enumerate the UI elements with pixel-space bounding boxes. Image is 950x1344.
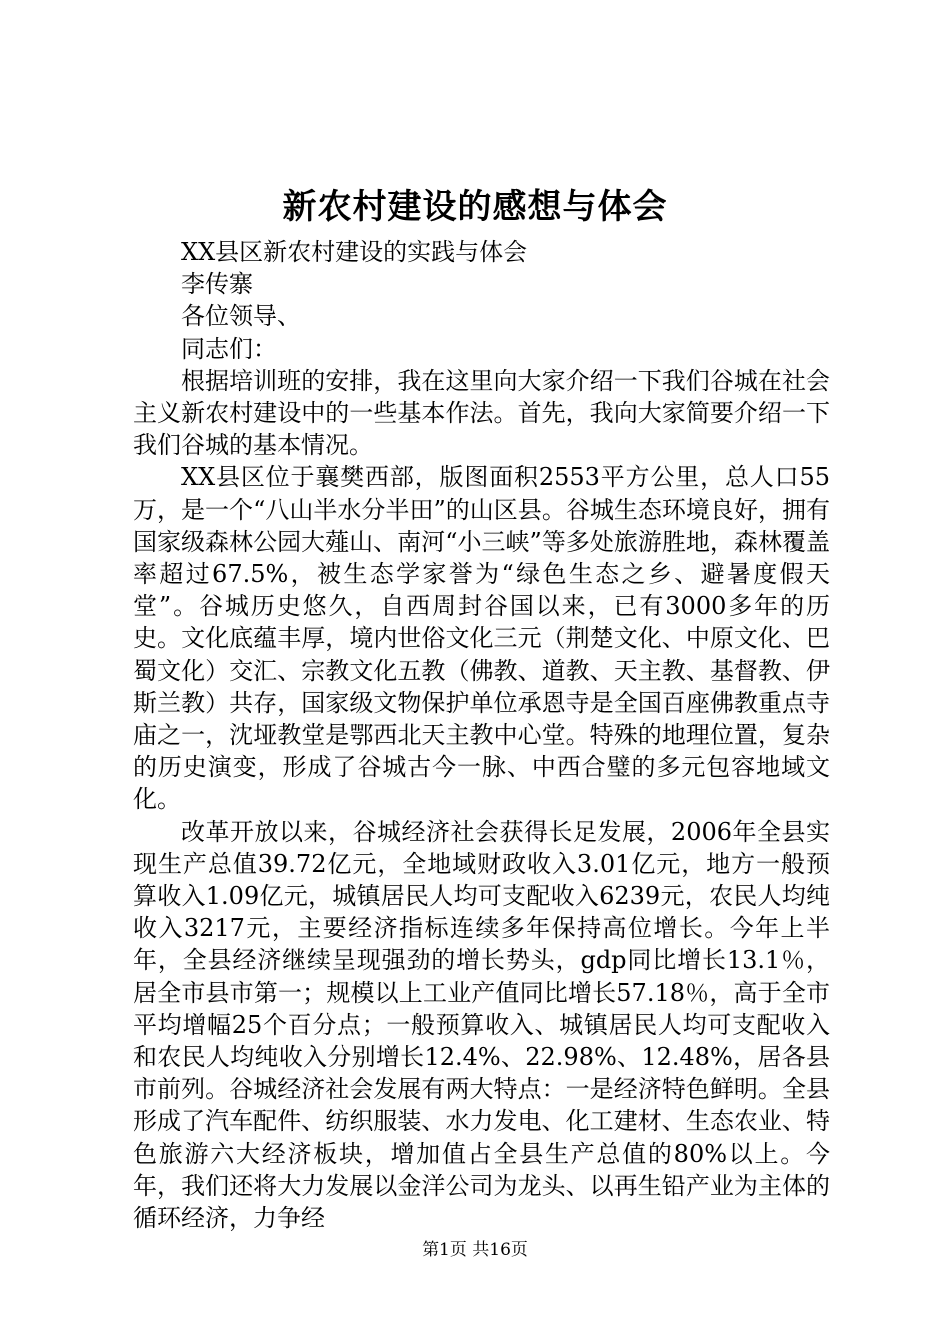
document-title: 新农村建设的感想与体会 [282, 187, 668, 227]
document-author: 李传寨 [181, 270, 253, 299]
paragraph-economic-development: 改革开放以来，谷城经济社会获得长足发展，2006年全县实现生产总值39.72亿元，全地域财政收入3.01亿元，地方一般预算收入1.09亿元，城镇居民人均可支配收入6239元，农民人均纯收入3217元，主要经济指标连续多年保持高位增长。今年上半年，全县经济继续呈现强劲的增长势头，gdp同比增长13.1％，居全市县市第一；规模以上工业产值同比增长57.18％，高于全市平均增幅25个百分点；一般预算收入、城镇居民人均可支配收入和农民人均纯收入分别增长12.4%、22.98%、12.48%，居各县市前列。谷城经济社会发展有两大特点：一是经济特色鲜明。全县形成了汽车配件、纺织服装、水力发电、化工建材、生态农业、特色旅游六大经济板块，增加值占全县生产总值的80%以上。今年，我们还将大力发展以金洋公司为龙头、以再生铅产业为主体的循环经济，力争经 [133, 817, 830, 1233]
document-body [133, 236, 830, 1234]
salutation-line-2: 同志们： [181, 334, 277, 363]
salutation-line-1: 各位领导、 [181, 302, 301, 331]
paragraph-county-overview: XX县区位于襄樊西部，版图面积2553平方公里，总人口55万，是一个“八山半水分半田”的山区县。谷城生态环境良好，拥有国家级森林公园大薤山、南河“小三峡”等多处旅游胜地，森林覆盖率超过67.5%，被生态学家誉为“绿色生态之乡、避暑度假天堂”。谷城历史悠久，自西周封谷国以来，已有3000多年的历史。文化底蕴丰厚，境内世俗文化三元（荆楚文化、中原文化、巴蜀文化）交汇、宗教文化五教（佛教、道教、天主教、基督教、伊斯兰教）共存，国家级文物保护单位承恩寺是全国百座佛教重点寺庙之一，沈垭教堂是鄂西北天主教中心堂。特殊的地理位置，复杂的历史演变，形成了谷城古今一脉、中西合璧的多元包容地域文化。 [133, 463, 830, 814]
document-subtitle: XX县区新农村建设的实践与体会 [181, 238, 528, 266]
page-number-footer: 第1页 共16页 [422, 1240, 528, 1260]
paragraph-intro: 根据培训班的安排，我在这里向大家介绍一下我们谷城在社会主义新农村建设中的一些基本作法。首先，我向大家简要介绍一下我们谷城的基本情况。 [133, 366, 830, 460]
